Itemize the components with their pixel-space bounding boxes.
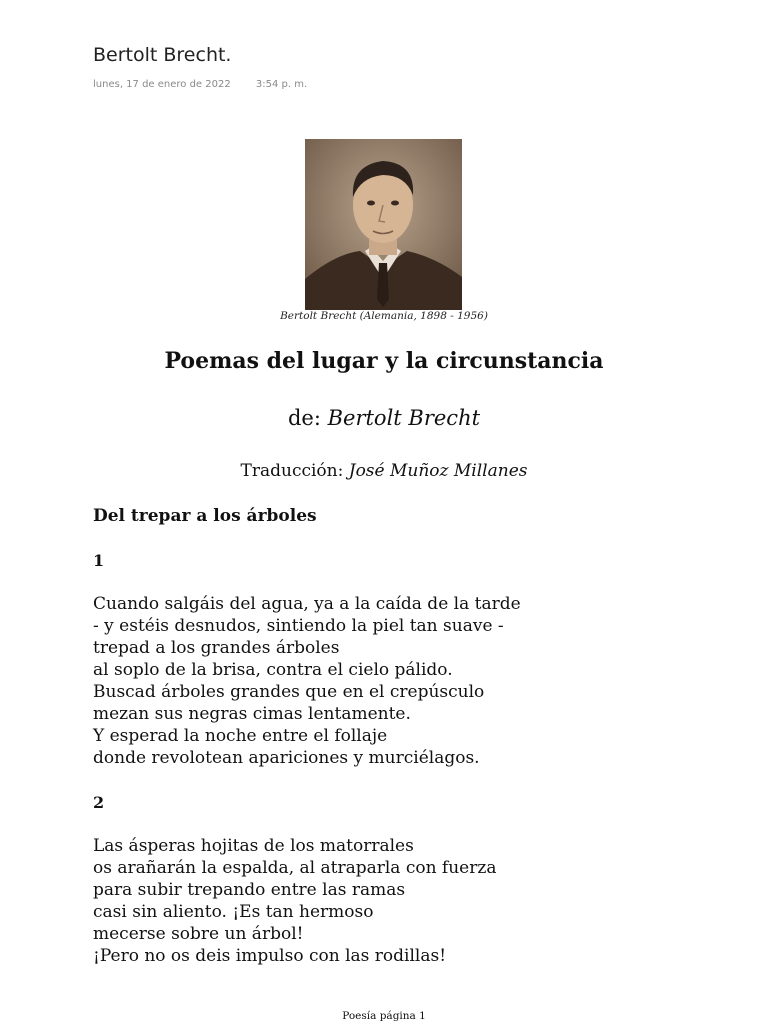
note-title: Bertolt Brecht. <box>93 44 232 66</box>
author-photo <box>305 139 462 310</box>
translator-name: José Muñoz Millanes <box>348 461 528 481</box>
translator-line <box>0 461 768 481</box>
note-time: 3:54 p. m. <box>255 79 308 90</box>
poem-line: Buscad árboles grandes que en el crepúsculo <box>93 682 485 702</box>
author-line <box>0 406 768 430</box>
poem-line: Cuando salgáis del agua, ya a la caída de la tarde <box>93 594 521 614</box>
note-meta <box>93 79 307 90</box>
page-footer: Poesía página 1 <box>342 1010 426 1022</box>
translator-prefix: Traducción: <box>240 461 344 481</box>
poem-line: casi sin aliento. ¡Es tan hermoso <box>93 902 374 922</box>
poem-line: mecerse sobre un árbol! <box>93 924 304 944</box>
section-number-1: 1 <box>93 551 105 570</box>
poem-title: Del trepar a los árboles <box>93 506 317 526</box>
poem-line: al soplo de la brisa, contra el cielo pálido. <box>93 660 453 680</box>
stanza-2 <box>93 835 496 967</box>
author-portrait-image <box>305 139 462 310</box>
poem-line: mezan sus negras cimas lentamente. <box>93 704 411 724</box>
author-name: Bertolt Brecht <box>327 406 481 430</box>
note-date: lunes, 17 de enero de 2022 <box>93 79 231 90</box>
poem-line: os arañarán la espalda, al atraparla con fuerza <box>93 858 497 878</box>
stanza-1 <box>93 593 521 769</box>
author-prefix: de: <box>287 406 321 430</box>
poem-line: trepad a los grandes árboles <box>93 638 340 658</box>
photo-caption: Bertolt Brecht (Alemania, 1898 - 1956) <box>280 310 488 322</box>
poem-line: - y estéis desnudos, sintiendo la piel tan suave - <box>93 616 504 636</box>
section-number-2: 2 <box>93 793 105 812</box>
poem-line: donde revolotean apariciones y murciélagos. <box>93 748 480 768</box>
poem-line: Las ásperas hojitas de los matorrales <box>93 836 414 856</box>
poem-line: ¡Pero no os deis impulso con las rodillas! <box>93 946 447 966</box>
poem-line: Y esperad la noche entre el follaje <box>93 726 388 746</box>
poem-line: para subir trepando entre las ramas <box>93 880 406 900</box>
document-title: Poemas del lugar y la circunstancia <box>164 348 604 374</box>
